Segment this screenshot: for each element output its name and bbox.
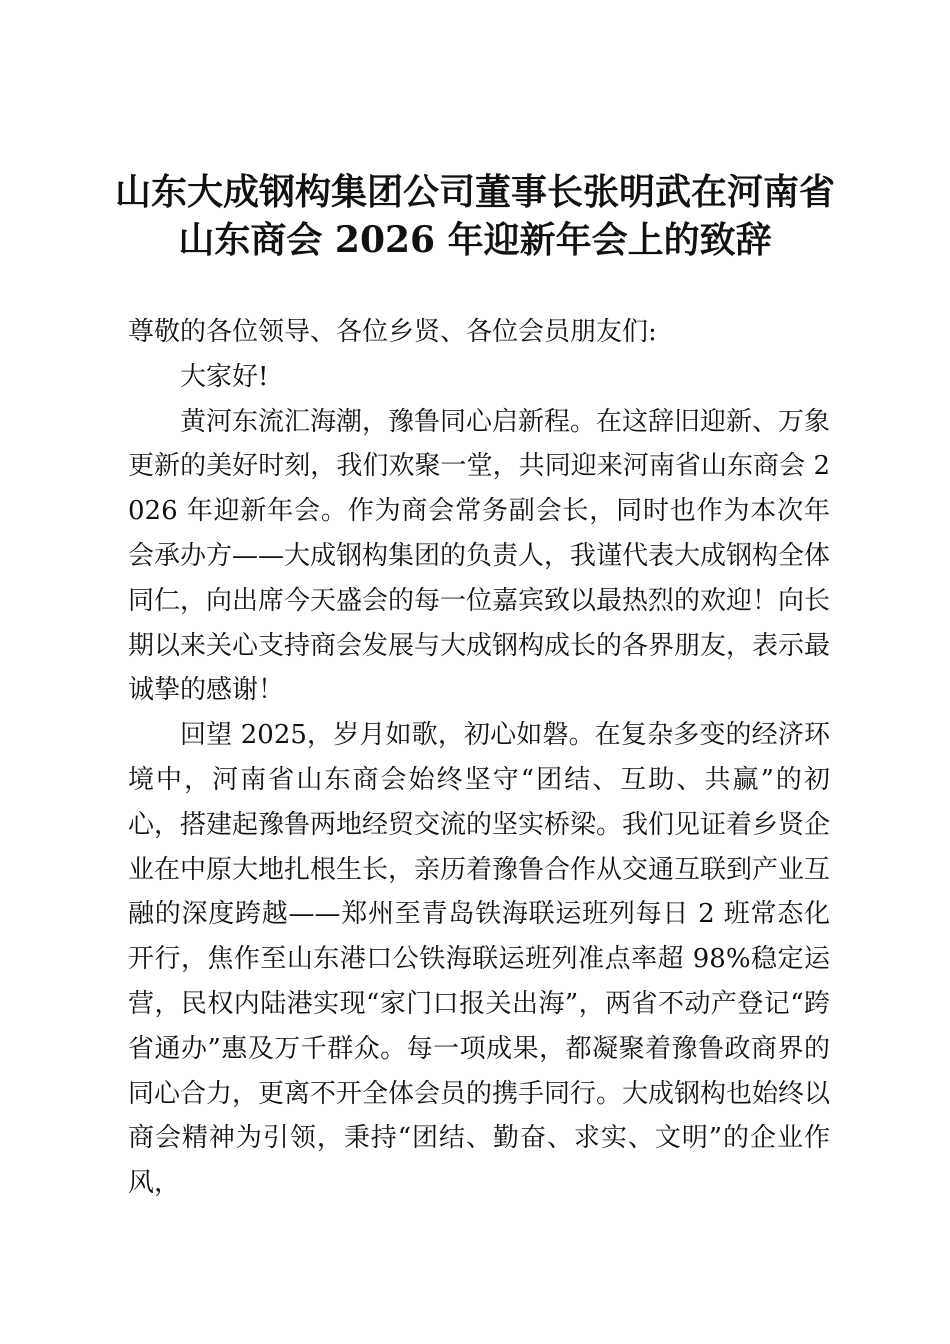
document-body [128,310,830,1206]
salutation: 尊敬的各位领导、各位乡贤、各位会员朋友们: [128,317,657,347]
title-line-2: 山东商会 2026 年迎新年会上的致辞 [178,219,772,261]
document-title [100,168,850,264]
greeting: 大家好! [180,361,269,392]
paragraph-2: 回望 2025，岁月如歌，初心如磐。在复杂多变的经济环境中，河南省山东商会始终坚守“团结、互助、共赢”的初心，搭建起豫鲁两地经贸交流的坚实桥梁。我们见证着乡贤企业在中原大地扎根生长，亲历着豫鲁合作从交通互联到产业互融的深度跨越——郑州至青岛铁海联运班列每日 2 班常态化开行，焦作至山东港口公铁海联运班列准点率超 98%稳定运营，民权内陆港实现“家门口报关出海”，两省不动产登记“跨省通办”惠及万千群众。每一项成果，都凝聚着豫鲁政商界的同心合力，更离不开全体会员的携手同行。大成钢构也始终以商会精神为引领，秉持“团结、勤奋、求实、文明”的企业作风， [128,720,831,1199]
paragraph-1: 黄河东流汇海潮，豫鲁同心启新程。在这辞旧迎新、万象更新的美好时刻，我们欢聚一堂，共同迎来河南省山东商会 2026 年迎新年会。作为商会常务副会长，同时也作为本次年会承办方——大成钢构集团的负责人，我谨代表大成钢构全体同仁，向出席今天盛会的每一位嘉宾致以最热烈的欢迎！向长期以来关心支持商会发展与大成钢构成长的各界朋友，表示最诚挚的感谢！ [128,406,831,706]
title-line-1: 山东大成钢构集团公司董事长张明武在河南省 [114,171,835,213]
